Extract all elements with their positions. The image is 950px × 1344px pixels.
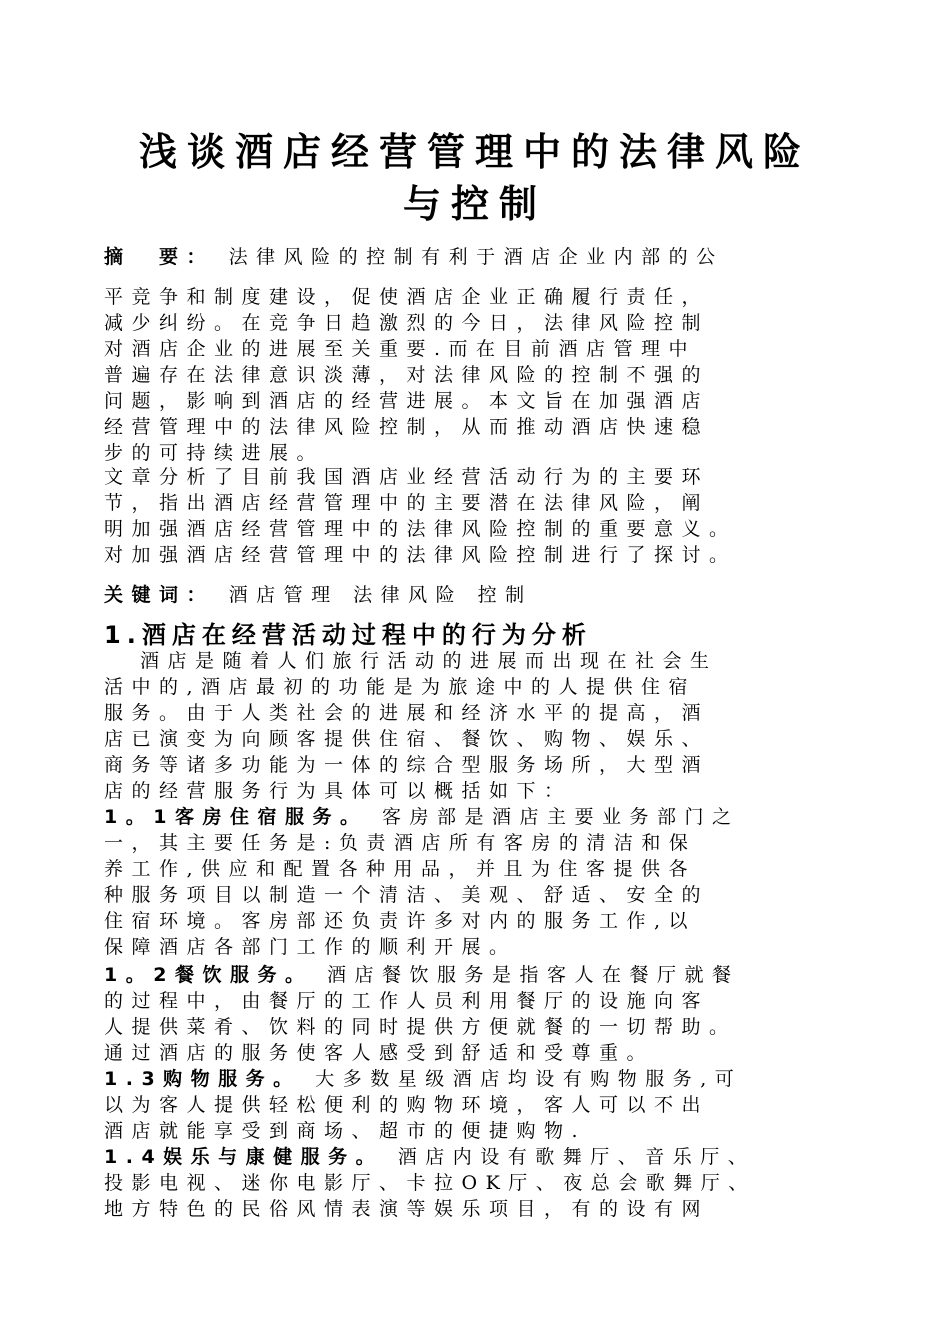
section-1-line: 商务等诸多功能为一体的综合型服务场所，大型酒 <box>104 754 710 776</box>
subsection-1-3-heading: 1.3购物服务。 <box>104 1068 301 1090</box>
subsection-1-4-text-start: 酒店内设有歌舞厅、音乐厅、 <box>397 1146 756 1168</box>
subsection-1-1-heading: 1。1客房住宿服务。 <box>104 806 368 828</box>
section-1-line: 店已演变为向顾客提供住宿、餐饮、购物、娱乐、 <box>104 728 710 750</box>
subsection-1-3-line: 酒店就能享受到商场、超市的便捷购物. <box>104 1120 587 1142</box>
abstract-line: 明加强酒店经营管理中的法律风险控制的重要意义。 <box>104 518 737 540</box>
document-title-line-1: 浅谈酒店经营管理中的法律风险 <box>138 130 811 174</box>
subsection-1-1-line: 保障酒店各部门工作的顺利开展。 <box>104 936 517 958</box>
section-1-line: 活中的,酒店最初的功能是为旅途中的人提供住宿 <box>104 676 697 698</box>
section-1-line: 服务。由于人类社会的进展和经济水平的提高，酒 <box>104 702 710 724</box>
keywords-line <box>104 582 864 608</box>
subsection-1-2-line: 的过程中，由餐厅的工作人员利用餐厅的设施向客 <box>104 990 710 1012</box>
subsection-1-3-line: 以为客人提供轻松便利的购物环境，客人可以不出 <box>104 1094 710 1116</box>
subsection-1-1-line: 一，其主要任务是:负责酒店所有客房的清洁和保 <box>104 832 697 854</box>
abstract-line: 经营管理中的法律风险控制，从而推动酒店快速稳 <box>104 416 710 438</box>
subsection-1-1-text-start: 客房部是酒店主要业务部门之 <box>382 806 740 828</box>
subsection-1-3-text-start: 大多数星级酒店均设有购物服务,可 <box>315 1068 743 1090</box>
subsection-1-4-line: 投影电视、迷你电影厅、卡拉OK厅、夜总会歌舞厅、 <box>104 1172 756 1194</box>
subsection-1-2-line: 人提供菜肴、饮料的同时提供方便就餐的一切帮助。 <box>104 1016 737 1038</box>
keywords-label: 关键词： <box>104 584 215 606</box>
document-title-line-2: 与控制 <box>402 182 547 226</box>
subsection-1-4-first-line <box>104 1144 864 1170</box>
abstract-line: 文章分析了目前我国酒店业经营活动行为的主要环 <box>104 466 710 488</box>
abstract-label: 摘 要： <box>104 246 215 268</box>
abstract-line: 对酒店企业的进展至关重要.而在目前酒店管理中 <box>104 338 697 360</box>
subsection-1-3-first-line <box>104 1066 864 1092</box>
subsection-1-4-heading: 1.4娱乐与康健服务。 <box>104 1146 384 1168</box>
subsection-1-1-line: 养工作,供应和配置各种用品，并且为住客提供各 <box>104 858 697 880</box>
abstract-text-start: 法律风险的控制有利于酒店企业内部的公 <box>228 246 724 268</box>
abstract-line: 减少纠纷。在竞争日趋激烈的今日，法律风险控制 <box>104 312 710 334</box>
abstract-first-line <box>104 244 864 270</box>
subsection-1-2-heading: 1。2餐饮服务。 <box>104 964 313 986</box>
section-1-line: 酒店是随着人们旅行活动的进展而出现在社会生 <box>140 650 718 672</box>
keywords-value: 酒店管理 法律风险 控制 <box>228 584 533 606</box>
subsection-1-1-line: 住宿环境。客房部还负责许多对内的服务工作,以 <box>104 910 697 932</box>
abstract-line: 节，指出酒店经营管理中的主要潜在法律风险，阐 <box>104 492 710 514</box>
subsection-1-2-text-start: 酒店餐饮服务是指客人在餐厅就餐 <box>327 964 740 986</box>
abstract-line: 问题，影响到酒店的经营进展。本文旨在加强酒店 <box>104 390 710 412</box>
section-1-heading: 1.酒店在经营活动过程中的行为分析 <box>104 621 592 649</box>
abstract-line: 步的可持续进展。 <box>104 442 325 464</box>
abstract-line: 对加强酒店经营管理中的法律风险控制进行了探讨。 <box>104 544 737 566</box>
subsection-1-2-line: 通过酒店的服务使客人感受到舒适和受尊重。 <box>104 1042 655 1064</box>
abstract-line: 平竞争和制度建设，促使酒店企业正确履行责任， <box>104 286 710 308</box>
subsection-1-1-first-line <box>104 804 864 830</box>
subsection-1-1-line: 种服务项目以制造一个清洁、美观、舒适、安全的 <box>104 884 710 906</box>
subsection-1-4-line: 地方特色的民俗风情表演等娱乐项目，有的设有网 <box>104 1198 710 1220</box>
section-1-line: 店的经营服务行为具体可以概括如下： <box>104 780 572 802</box>
abstract-line: 普遍存在法律意识淡薄，对法律风险的控制不强的 <box>104 364 710 386</box>
subsection-1-2-first-line <box>104 962 864 988</box>
